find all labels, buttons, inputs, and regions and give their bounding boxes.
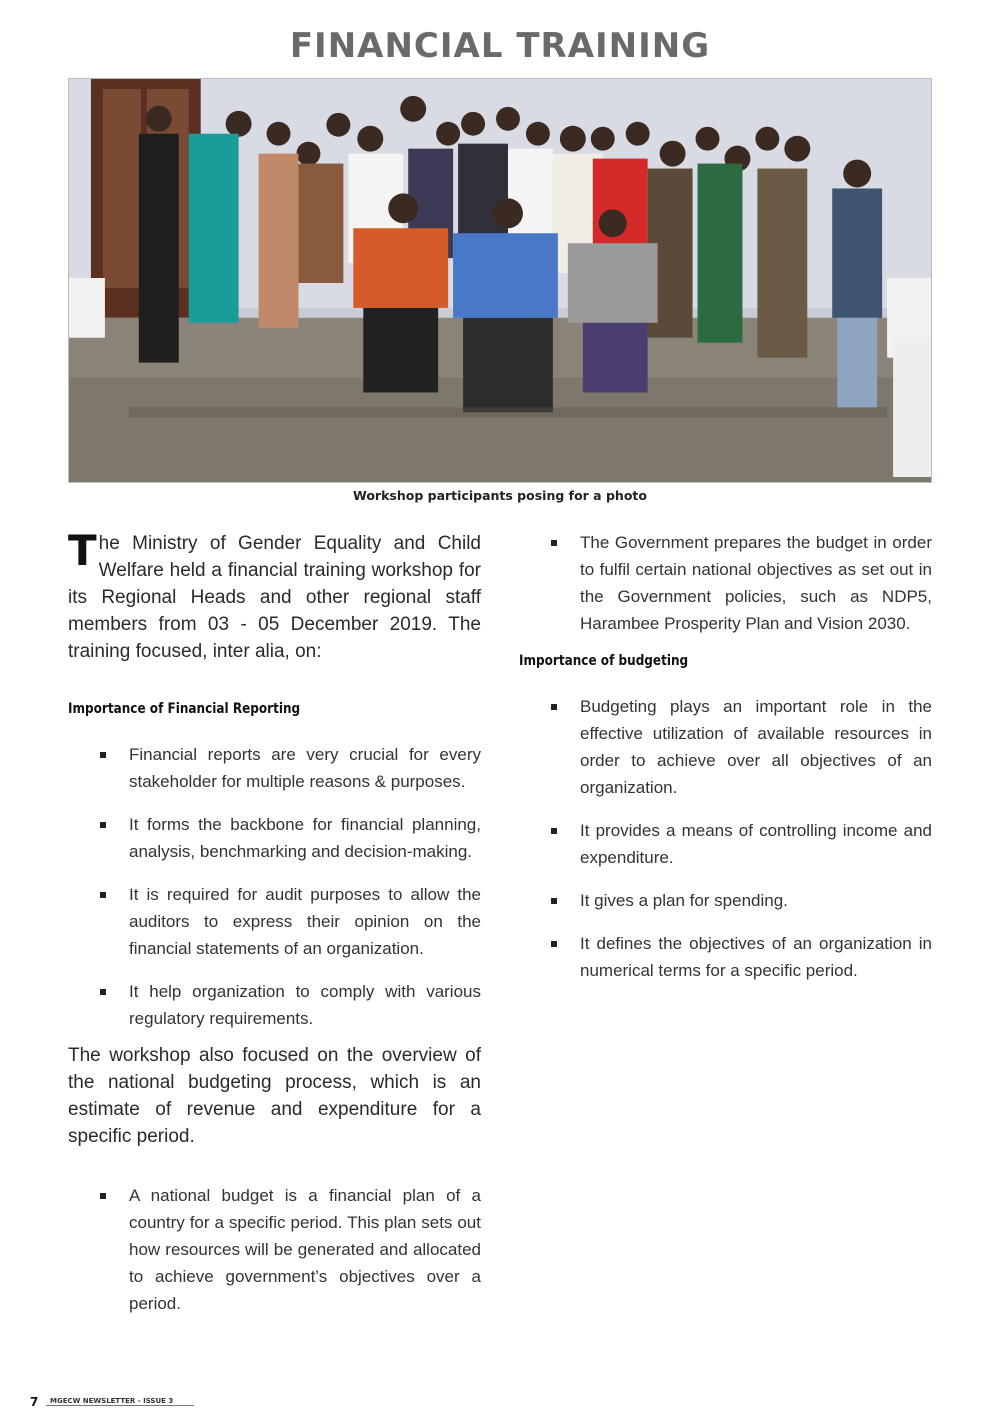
photo-caption: Workshop participants posing for a photo bbox=[353, 488, 647, 503]
list-item: It forms the backbone for financial planning, analysis, benchmarking and decision-making. bbox=[68, 811, 481, 865]
page-number: 7 bbox=[30, 1395, 39, 1409]
list-item: It gives a plan for spending. bbox=[519, 887, 932, 914]
government-budget-list bbox=[519, 529, 932, 637]
intro-paragraph bbox=[68, 526, 481, 665]
list-item: The Government prepares the budget in order to fulfil certain national objectives as set out in the Government policies, such as NDP5, Harambee Prosperity Plan and Vision 2030. bbox=[519, 529, 932, 637]
group-photo-illustration bbox=[69, 79, 931, 482]
list-item: Budgeting plays an important role in the effective utilization of available resources in order to achieve over all objectives of an organization. bbox=[519, 693, 932, 801]
right-column bbox=[519, 529, 932, 1000]
list-item: It defines the objectives of an organization in numerical terms for a specific period. bbox=[519, 930, 932, 984]
list-item: It provides a means of controlling income and expenditure. bbox=[519, 817, 932, 871]
budgeting-list bbox=[519, 693, 932, 984]
list-item: Financial reports are very crucial for every stakeholder for multiple reasons & purposes. bbox=[68, 741, 481, 795]
national-budget-list bbox=[68, 1182, 481, 1317]
intro-text: he Ministry of Gender Equality and Child Welfare held a financial training workshop for its Regional Heads and other regional staff members from 03 - 05 December 2019. The training focused, inter alia, on: bbox=[68, 533, 481, 662]
list-item: It help organization to comply with various regulatory requirements. bbox=[68, 978, 481, 1032]
group-photo bbox=[68, 78, 932, 483]
drop-cap: T bbox=[68, 526, 97, 575]
overview-paragraph: The workshop also focused on the overview of the national budgeting process, which is an estimate of revenue and expenditure for a specific period. bbox=[68, 1045, 481, 1147]
page-title: FINANCIAL TRAINING bbox=[289, 26, 711, 66]
budgeting-heading: Importance of budgeting bbox=[519, 653, 689, 669]
financial-reporting-list bbox=[68, 741, 481, 1032]
list-item: It is required for audit purposes to allow the auditors to express their opinion on the financial statements of an organization. bbox=[68, 881, 481, 962]
financial-reporting-heading: Importance of Financial Reporting bbox=[68, 701, 301, 717]
left-column bbox=[68, 526, 481, 1333]
newsletter-label: MGECW NEWSLETTER - ISSUE 3 bbox=[46, 1397, 194, 1406]
list-item: A national budget is a financial plan of a country for a specific period. This plan sets out how resources will be generated and allocated to achieve government’s objectives over a period. bbox=[68, 1182, 481, 1317]
